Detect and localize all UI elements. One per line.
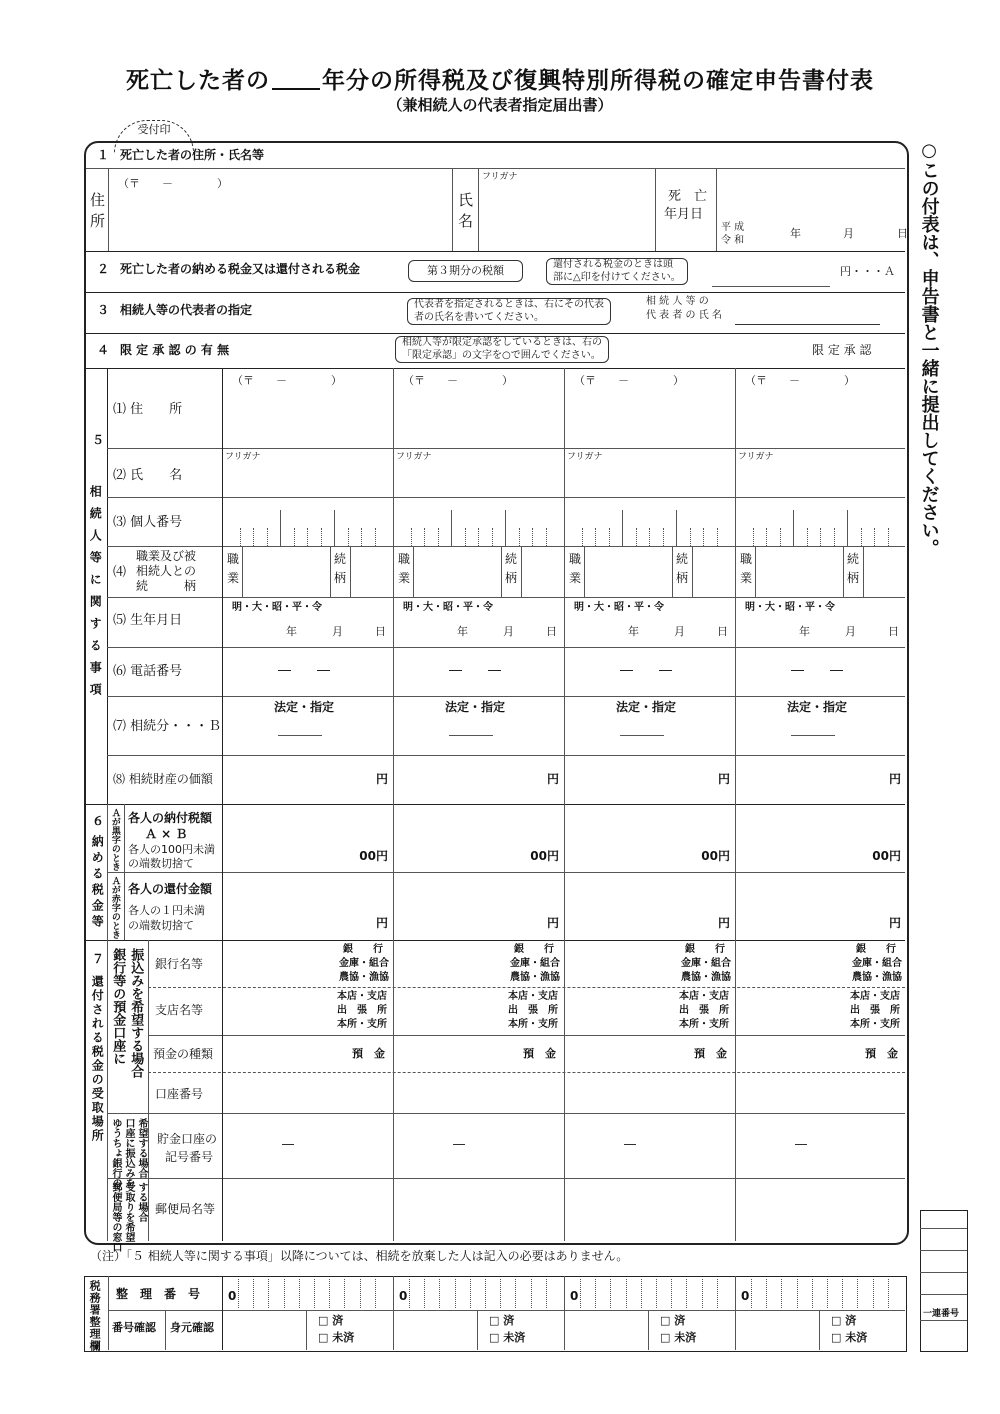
heir-branch-opt2: 出 張 所 [850, 1005, 900, 1016]
heir-birth-day: 日 [375, 625, 386, 638]
heir-occ-label2: 業 [398, 571, 411, 585]
heir-branch-opt3: 本所・支所 [508, 1019, 558, 1030]
heir-deposit: 預 金 [694, 1047, 727, 1060]
heir-postal-acct-dash: ― [624, 1137, 636, 1151]
heir-bank-opt1: 銀 行 [514, 944, 554, 955]
heir-refund-unit: 円 [888, 916, 901, 930]
r7-label: ⑺ 相続分・・・Ｂ [113, 719, 222, 734]
office-ref-input[interactable] [409, 1279, 561, 1308]
s7-sub2: ゆうちょ銀行の [110, 1118, 121, 1188]
heir-estate-unit: 円 [888, 772, 901, 786]
heir-branch-opt2: 出 張 所 [679, 1005, 729, 1016]
heir-share[interactable]: 法定・指定 [616, 700, 677, 714]
s6-sub1: Ａが黒字のとき [109, 808, 120, 871]
heir-bank-opt2: 金庫・組合 [681, 958, 731, 969]
s4-label: 限 定 承 認 の 有 無 [120, 343, 230, 357]
heir-refund-unit: 円 [546, 916, 559, 930]
s1-death-label: 死 亡 [668, 189, 708, 204]
s1-furigana: フリガナ [482, 172, 518, 182]
s7-postal-acct2: 記号番号 [165, 1150, 214, 1164]
s7-sub2b: 口座に振込みを [123, 1118, 134, 1188]
s1-death-label2: 年月日 [664, 207, 704, 222]
office-side-label: 税務署整理欄 [88, 1280, 102, 1352]
heir-birth-month: 月 [845, 625, 856, 638]
s1-label: 死亡した者の住所・氏名等 [120, 148, 265, 162]
heir-branch-opt1: 本店・支店 [850, 991, 900, 1002]
r2-label: ⑵ 氏 名 [113, 468, 183, 483]
s1-day: 日 [897, 227, 908, 240]
heir-eras: 明・大・昭・平・令 [232, 602, 322, 613]
stamp-label: 受付印 [137, 123, 171, 136]
heir-tel[interactable]: ― ― [620, 663, 673, 678]
heir-payment-unit: 00円 [872, 849, 901, 863]
heir-eras: 明・大・昭・平・令 [745, 602, 835, 613]
office-done[interactable]: □ 済 [831, 1314, 857, 1327]
s3-label: 相続人等の代表者の指定 [120, 303, 253, 317]
office-column-3 [564, 0, 735, 1400]
page-title: 死亡した者の 年分の所得税及び復興特別所得税の確定申告書付表 [126, 68, 874, 94]
s3-right1: 相 続 人 等 の [646, 296, 709, 307]
office-column-4 [735, 0, 906, 1400]
heir-postal-acct-dash: ― [453, 1137, 465, 1151]
office-ref-input[interactable] [580, 1279, 732, 1308]
office-done[interactable]: □ 済 [660, 1314, 686, 1327]
r6-label: ⑹ 電話番号 [113, 664, 183, 679]
heir-bank-opt3: 農協・漁協 [681, 972, 731, 983]
heir-payment-unit: 00円 [701, 849, 730, 863]
s1-era-heisei: 平 成 [721, 222, 745, 233]
heir-eras: 明・大・昭・平・令 [574, 602, 664, 613]
office-ref-zero: 0 [570, 1289, 579, 1303]
heir-deposit: 預 金 [352, 1047, 385, 1060]
heir-birth-day: 日 [546, 625, 557, 638]
heir-branch-opt1: 本店・支店 [337, 991, 387, 1002]
office-ref-label: 整 理 番 号 [116, 1287, 201, 1301]
heir-tel[interactable]: ― ― [449, 663, 502, 678]
heir-occ-label: 職 [740, 552, 753, 566]
heir-birth-month: 月 [503, 625, 514, 638]
heir-rel-label: 続 [505, 552, 518, 566]
s7-sub3c: する場合 [136, 1182, 147, 1222]
heir-payment-unit: 00円 [359, 849, 388, 863]
s3-right2: 代 表 者 の 氏 名 [646, 310, 722, 321]
heir-bank-opt2: 金庫・組合 [852, 958, 902, 969]
heir-branch-opt2: 出 張 所 [508, 1005, 558, 1016]
s3-note-box: 代表者を指定されるときは、右にその代表 者の氏名を書いてください。 [407, 298, 611, 325]
s7-sub1b: 振込みを希望する場合 [128, 948, 144, 1078]
heir-occ-label: 職 [398, 552, 411, 566]
heir-share[interactable]: 法定・指定 [787, 700, 848, 714]
s7-num: ７ [92, 952, 105, 966]
office-notdone[interactable]: □ 未済 [660, 1331, 697, 1344]
s7-postal-acct1: 貯金口座の [157, 1132, 218, 1146]
heir-postal-acct-dash: ― [795, 1137, 807, 1151]
s6-refund-label1: 各人の還付金額 [128, 882, 213, 896]
heir-postal: （〒 － ） [403, 374, 513, 387]
s4-num: ４ [97, 343, 110, 357]
s1-num: １ [97, 148, 110, 162]
s4-note-box: 相続人等が限定承認をしているときは、右の 「限定承認」の文字を○で囲んでください。 [395, 336, 609, 363]
office-done[interactable]: □ 済 [318, 1314, 344, 1327]
s6-pay-label2: Ａ × Ｂ [145, 827, 188, 841]
heir-bank-opt3: 農協・漁協 [852, 972, 902, 983]
s7-sub3b: 受取りを希望 [123, 1182, 134, 1242]
heir-furigana: フリガナ [738, 452, 774, 462]
office-ref-zero: 0 [399, 1289, 408, 1303]
s5-side-label: 相続人等に関する事項 [88, 485, 103, 705]
s4-limited-approval[interactable]: 限 定 承 認 [812, 343, 872, 357]
s6-refund-label4: の端数切捨て [128, 919, 194, 932]
office-column-2 [393, 0, 564, 1400]
heir-estate-unit: 円 [375, 772, 388, 786]
s1-era-reiwa: 令 和 [721, 235, 745, 246]
s5-num: ５ [92, 433, 105, 447]
heir-branch-opt3: 本所・支所 [679, 1019, 729, 1030]
s7-acct-label: 口座番号 [155, 1087, 204, 1101]
s2-unit: 円・・・Ａ [840, 265, 895, 278]
heir-birth-year: 年 [286, 625, 297, 638]
s2-note-box: 還付される税金のときは頭 部に△印を付けてください。 [546, 258, 688, 285]
s2-period-box: 第３期分の税額 [408, 260, 523, 282]
heir-deposit: 預 金 [523, 1047, 556, 1060]
heir-furigana: フリガナ [396, 452, 432, 462]
office-column-1 [222, 0, 393, 1400]
heir-refund-unit: 円 [717, 916, 730, 930]
s7-type-label: 預金の種類 [153, 1047, 214, 1061]
s6-pay-label3: 各人の100円未満 [128, 843, 215, 856]
office-done[interactable]: □ 済 [489, 1314, 515, 1327]
s1-address-label: 住所 [90, 191, 106, 230]
heir-birth-month: 月 [332, 625, 343, 638]
heir-occ-label2: 業 [227, 571, 240, 585]
heir-refund-unit: 円 [375, 916, 388, 930]
s6-pay-label1: 各人の納付税額 [128, 811, 213, 825]
heir-furigana: フリガナ [567, 452, 603, 462]
s7-bank-label: 銀行名等 [155, 957, 204, 971]
heir-rel-label: 続 [847, 552, 860, 566]
s1-month: 月 [843, 227, 854, 240]
heir-rel-label2: 柄 [334, 571, 347, 585]
s7-sub2c: 希望する場合 [136, 1118, 147, 1178]
r4-label-c: 続 柄 [136, 579, 197, 593]
s7-postoffice-label: 郵便局名等 [155, 1202, 216, 1216]
heir-branch-opt1: 本店・支店 [679, 991, 729, 1002]
s7-sub1: 銀行等の預金口座に [110, 948, 126, 1065]
heir-rel-label2: 柄 [847, 571, 860, 585]
office-notdone[interactable]: □ 未済 [831, 1331, 868, 1344]
s2-num: ２ [97, 262, 110, 276]
heir-estate-unit: 円 [546, 772, 559, 786]
s1-postal: （〒 － ） [118, 177, 228, 190]
heir-birth-year: 年 [457, 625, 468, 638]
side-note: ○この付表は、申告書と一緒に提出してください。 [918, 140, 940, 557]
heir-bank-opt1: 銀 行 [685, 944, 725, 955]
heir-birth-day: 日 [717, 625, 728, 638]
s1-year: 年 [790, 227, 801, 240]
office-ref-zero: 0 [741, 1289, 750, 1303]
r4-num: ⑷ [113, 565, 127, 580]
s6-pay-label4: の端数切捨て [128, 857, 194, 870]
heir-birth-day: 日 [888, 625, 899, 638]
heir-birth-year: 年 [799, 625, 810, 638]
heir-tel[interactable]: ― ― [278, 663, 331, 678]
heir-payment-unit: 00円 [530, 849, 559, 863]
s7-side-label: 還付される税金の受取場所 [90, 975, 105, 1143]
heir-share[interactable]: 法定・指定 [274, 700, 335, 714]
office-ref-input[interactable] [751, 1279, 903, 1308]
r4-label-a: 職業及び被 [136, 549, 197, 563]
heir-bank-opt1: 銀 行 [343, 944, 383, 955]
heir-branch-opt3: 本所・支所 [337, 1019, 387, 1030]
heir-tel[interactable]: ― ― [791, 663, 844, 678]
office-ref-input[interactable] [238, 1279, 390, 1308]
office-ref-zero: 0 [228, 1289, 237, 1303]
s2-label: 死亡した者の納める税金又は還付される税金 [120, 262, 361, 276]
office-check1: 番号確認 [112, 1321, 156, 1334]
serial-number-box [920, 1210, 968, 1352]
heir-furigana: フリガナ [225, 452, 261, 462]
heir-rel-label2: 柄 [676, 571, 689, 585]
office-notdone[interactable]: □ 未済 [318, 1331, 355, 1344]
heir-deposit: 預 金 [865, 1047, 898, 1060]
heir-rel-label2: 柄 [505, 571, 518, 585]
s7-sub3: 郵便局等の窓口 [110, 1182, 121, 1252]
r1-label: ⑴ 住 所 [113, 402, 183, 417]
s6-sub2: Ａが赤字のとき [109, 876, 120, 939]
heir-rel-label: 続 [676, 552, 689, 566]
footnote: （注）「５ 相続人等に関する事項」以降については、相続を放棄した人は記入の必要はありません。 [90, 1249, 629, 1263]
heir-occ-label: 職 [569, 552, 582, 566]
heir-eras: 明・大・昭・平・令 [403, 602, 493, 613]
s7-branch-label: 支店名等 [155, 1003, 204, 1017]
heir-bank-opt3: 農協・漁協 [510, 972, 560, 983]
heir-bank-opt1: 銀 行 [856, 944, 896, 955]
heir-occ-label2: 業 [569, 571, 582, 585]
heir-occ-label: 職 [227, 552, 240, 566]
r5-label: ⑸ 生年月日 [113, 613, 183, 628]
s3-num: ３ [97, 303, 110, 317]
heir-estate-unit: 円 [717, 772, 730, 786]
heir-postal: （〒 － ） [232, 374, 342, 387]
r8-label: ⑻ 相続財産の価額 [113, 772, 213, 786]
page-subtitle: （兼相続人の代表者指定届出書） [387, 96, 613, 114]
r4-label-b: 相続人との [136, 564, 197, 578]
heir-postal: （〒 － ） [574, 374, 684, 387]
heir-share[interactable]: 法定・指定 [445, 700, 506, 714]
s1-name-label: 氏名 [458, 191, 474, 230]
heir-bank-opt2: 金庫・組合 [339, 958, 389, 969]
heir-rel-label: 続 [334, 552, 347, 566]
heir-bank-opt2: 金庫・組合 [510, 958, 560, 969]
heir-branch-opt3: 本所・支所 [850, 1019, 900, 1030]
heir-branch-opt1: 本店・支店 [508, 991, 558, 1002]
office-notdone[interactable]: □ 未済 [489, 1331, 526, 1344]
office-check2: 身元確認 [170, 1321, 214, 1334]
s6-side-label: 納める税金等 [90, 835, 105, 931]
heir-birth-year: 年 [628, 625, 639, 638]
heir-birth-month: 月 [674, 625, 685, 638]
s6-refund-label3: 各人の１円未満 [128, 904, 205, 917]
heir-postal: （〒 － ） [745, 374, 855, 387]
heir-bank-opt3: 農協・漁協 [339, 972, 389, 983]
heir-branch-opt2: 出 張 所 [337, 1005, 387, 1016]
heir-occ-label2: 業 [740, 571, 753, 585]
r3-label: ⑶ 個人番号 [113, 515, 183, 530]
s6-num: ６ [92, 814, 105, 828]
heir-postal-acct-dash: ― [282, 1137, 294, 1151]
serial-label: 一連番号 [923, 1309, 960, 1319]
